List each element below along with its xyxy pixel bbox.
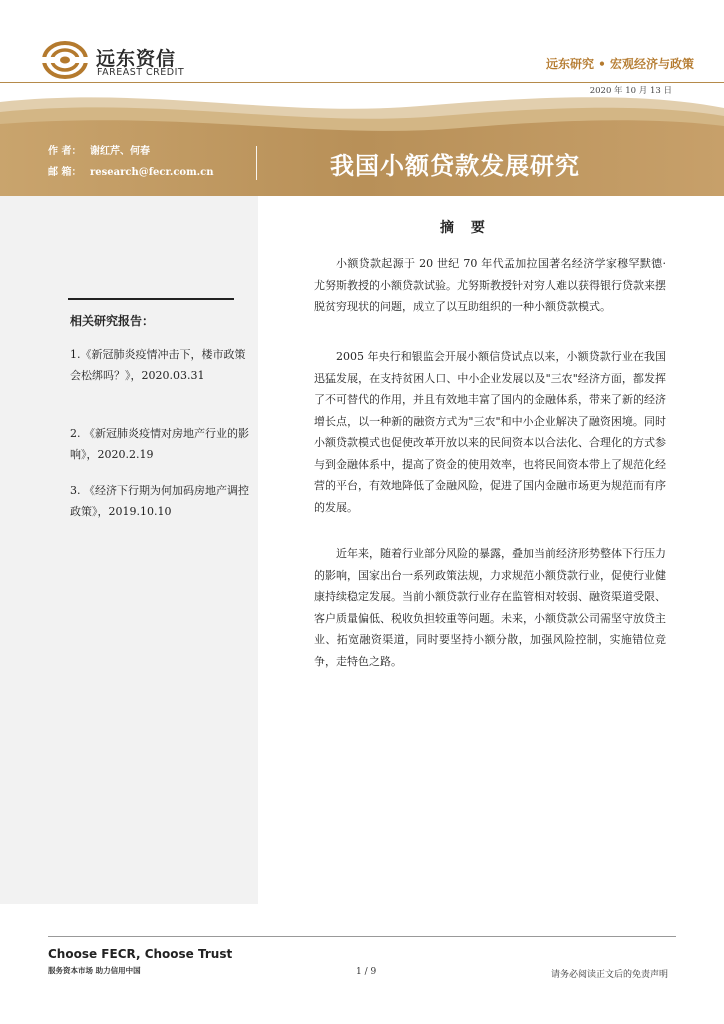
- report-date: 2020 年 10 月 13 日: [589, 86, 672, 96]
- footer-slogan-en: Choose FECR, Choose Trust: [48, 947, 233, 961]
- company-name-cn: 远东资信: [96, 48, 177, 70]
- fareast-logo-icon: [42, 40, 88, 80]
- footer-divider: [48, 936, 676, 937]
- disclaimer-note: 请务必阅读正文后的免责声明: [550, 970, 668, 980]
- page-header: [0, 0, 724, 96]
- banner-divider: [256, 146, 257, 180]
- footer-slogan-cn: 服务资本市场 助力信用中国: [48, 966, 141, 975]
- page-number: 1 / 9: [356, 967, 377, 977]
- author-line: [48, 142, 150, 157]
- header-divider: [0, 82, 724, 83]
- email-label: 邮 箱：: [48, 167, 82, 178]
- abstract-paragraph: 小额贷款起源于 20 世纪 70 年代孟加拉国著名经济学家穆罕默德·尤努斯教授的小额贷款试验。尤努斯教授针对穷人难以获得银行贷款来摆脱贫穷现状的问题，成立了以互助组织的一种小额贷款模式。: [314, 257, 666, 313]
- author-label: 作 者：: [48, 146, 82, 157]
- abstract-paragraph: 2005 年央行和银监会开展小额信贷试点以来，小额贷款行业在我国迅猛发展，在支持贫困人口、中小企业发展以及"三农"经济方面，都发挥了不可替代的作用，并且有效地丰富了国内的金融体系，带来了新的经济增长点，以一种新的融资方式为"三农"和中小企业解决了融资困境。同时小额贷款模式也促使改革开放以来的民间资本以合法化、合理化的方式参与到金融体系中，提高了资金的使用效率，也将民间资本带上了规范化经营的平台，有效地降低了金融风险，促进了国内金融市场更为规范而有序的发展。: [314, 350, 666, 514]
- related-report-item[interactable]: 2. 《新冠肺炎疫情对房地产行业的影响》，2020.2.19: [70, 427, 249, 461]
- email-line: [48, 163, 214, 178]
- email-value[interactable]: research@fecr.com.cn: [90, 167, 214, 178]
- related-report-item[interactable]: 1.《新冠肺炎疫情冲击下，楼市政策会松绑吗？》，2020.03.31: [70, 348, 246, 382]
- sidebar: [0, 196, 258, 904]
- related-reports-heading: 相关研究报告：: [70, 314, 155, 328]
- document-title: 我国小额贷款发展研究: [330, 151, 580, 180]
- company-name-en: FAREAST CREDIT: [97, 67, 185, 78]
- abstract-title: 摘 要: [440, 220, 491, 236]
- author-value: 谢红芹、何春: [90, 146, 150, 157]
- sidebar-rule: [68, 298, 234, 300]
- abstract-paragraph: 近年来，随着行业部分风险的暴露，叠加当前经济形势整体下行压力的影响，国家出台一系列政策法规，力求规范小额贷款行业，促使行业健康持续稳定发展。当前小额贷款行业存在监管相对较弱、融资渠道受限、客户质量偏低、税收负担较重等问题。未来，小额贷款公司需坚守放贷主业、拓宽融资渠道，同时要坚持小额分散，加强风险控制，实施错位竞争，走特色之路。: [314, 547, 666, 668]
- related-report-item[interactable]: 3. 《经济下行期为何加码房地产调控政策》，2019.10.10: [70, 484, 249, 518]
- report-series: 远东研究 • 宏观经济与政策: [545, 57, 694, 71]
